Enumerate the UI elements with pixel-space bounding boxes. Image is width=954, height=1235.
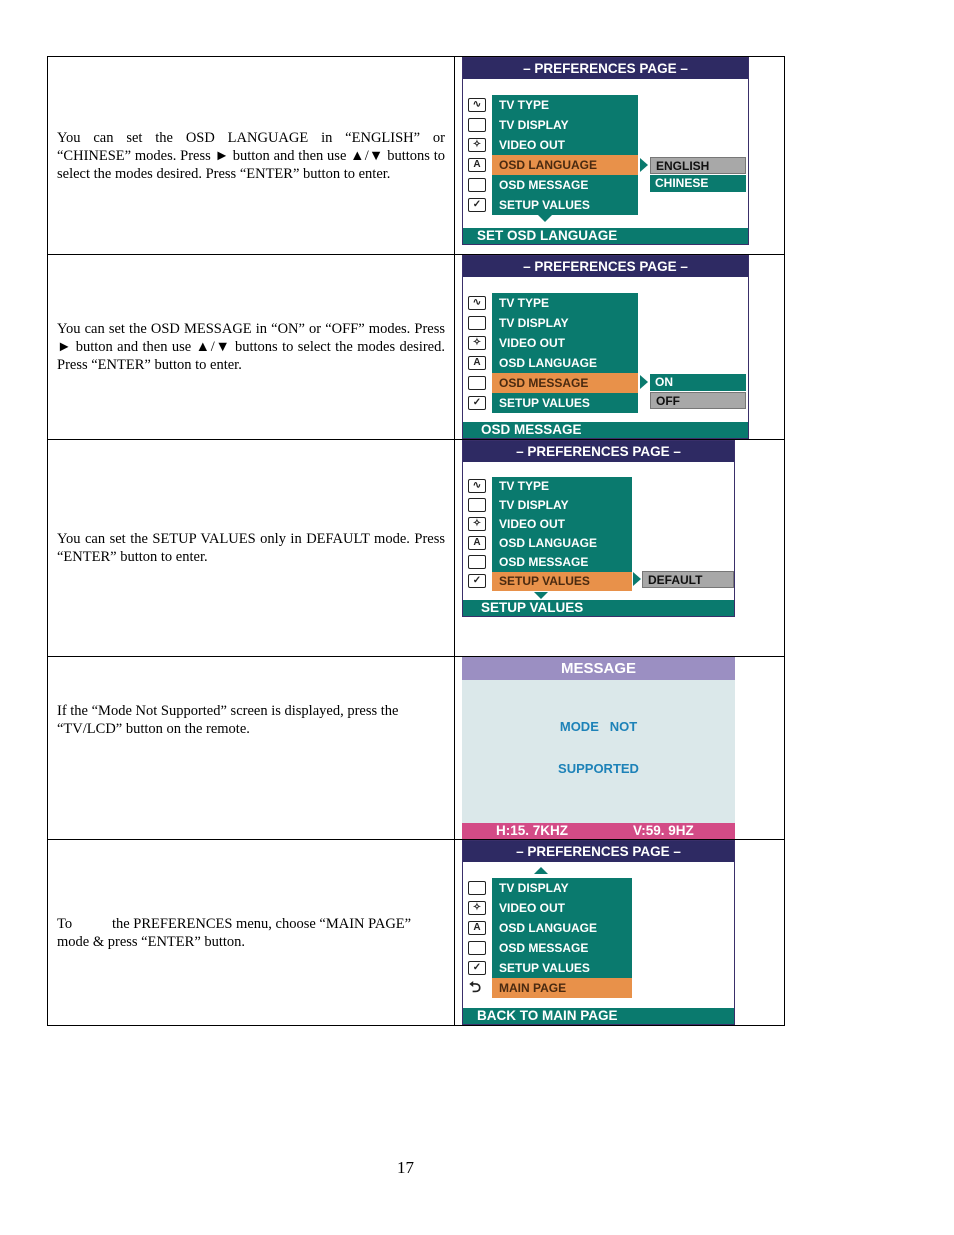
osd-menu [492, 477, 632, 591]
osd-footer: SET OSD LANGUAGE [463, 228, 748, 244]
submenu-arrow-icon [640, 375, 648, 389]
language-icon: A [468, 921, 486, 935]
table-row [48, 840, 785, 1026]
menu-item-video-out: VIDEO OUT [499, 901, 566, 915]
video-icon: ✧ [468, 336, 486, 350]
osd-preferences-screen [462, 255, 749, 439]
message-icon [468, 376, 486, 390]
message-header: MESSAGE [462, 657, 735, 680]
osd-preferences-screen [462, 840, 735, 1025]
option-chinese: CHINESE [650, 175, 746, 192]
osd-screenshot-cell [455, 840, 785, 1026]
osd-header: – PREFERENCES PAGE – [463, 441, 734, 462]
osd-footer: BACK TO MAIN PAGE [463, 1008, 734, 1024]
message-icon [468, 178, 486, 192]
monitor-icon [468, 118, 486, 132]
submenu-arrow-icon [633, 572, 641, 586]
osd-screenshot-cell [455, 255, 785, 440]
osd-screenshot-cell [455, 440, 785, 657]
video-icon: ✧ [468, 138, 486, 152]
checkmark-icon: ✓ [468, 961, 486, 975]
scroll-down-icon [538, 215, 552, 222]
instruction-text: If the “Mode Not Supported” screen is displayed, press the “TV/LCD” button on the remote. [48, 657, 455, 840]
language-icon: A [468, 158, 486, 172]
menu-item-tv-display: TV DISPLAY [499, 316, 569, 330]
osd-menu [492, 293, 638, 413]
osd-header: – PREFERENCES PAGE – [463, 256, 748, 277]
option-default: DEFAULT [642, 571, 734, 588]
osd-footer: OSD MESSAGE [463, 422, 748, 438]
video-icon: ✧ [468, 901, 486, 915]
table-row [48, 657, 785, 840]
message-line-1: MODE NOT [559, 719, 638, 734]
menu-item-osd-language: OSD LANGUAGE [499, 921, 598, 935]
menu-item-setup-values: SETUP VALUES [499, 198, 590, 212]
instruction-text: You can set the OSD MESSAGE in “ON” or “OFF” modes. Press ► button and then use ▲/▼ buttons to select the modes desired. Press “ENTER” button to enter. [48, 255, 455, 440]
menu-item-main-page: MAIN PAGE [492, 978, 632, 998]
osd-menu [492, 878, 632, 998]
menu-item-osd-message: OSD MESSAGE [499, 941, 589, 955]
instruction-table [47, 56, 785, 1026]
menu-item-tv-display: TV DISPLAY [499, 498, 569, 512]
checkmark-icon: ✓ [468, 396, 486, 410]
return-icon: ⮌ [469, 979, 482, 996]
monitor-icon [468, 498, 486, 512]
message-line-2: SUPPORTED [558, 761, 639, 776]
option-english: ENGLISH [650, 157, 746, 174]
menu-item-video-out: VIDEO OUT [499, 336, 566, 350]
menu-item-video-out: VIDEO OUT [499, 138, 566, 152]
menu-item-tv-type: TV TYPE [499, 98, 550, 112]
menu-item-video-out: VIDEO OUT [499, 517, 566, 531]
wave-icon: ∿ [468, 296, 486, 310]
table-row [48, 57, 785, 255]
menu-item-osd-language: OSD LANGUAGE [499, 356, 598, 370]
menu-item-setup-values: SETUP VALUES [499, 961, 590, 975]
option-on: ON [650, 374, 746, 391]
osd-preferences-screen [462, 440, 735, 617]
menu-item-osd-message: OSD MESSAGE [492, 373, 638, 393]
checkmark-icon: ✓ [468, 574, 486, 588]
menu-item-osd-message: OSD MESSAGE [499, 178, 589, 192]
menu-item-tv-type: TV TYPE [499, 479, 550, 493]
mode-not-supported-screen [462, 657, 735, 839]
osd-menu [492, 95, 638, 215]
table-row [48, 255, 785, 440]
osd-screenshot-cell [455, 657, 785, 840]
page-number: 17 [397, 1158, 414, 1177]
frequency-bar [462, 823, 735, 839]
monitor-icon [468, 316, 486, 330]
submenu-arrow-icon [640, 158, 648, 172]
osd-header: – PREFERENCES PAGE – [463, 841, 734, 862]
wave-icon: ∿ [468, 98, 486, 112]
vertical-frequency: V:59. 9HZ [633, 823, 694, 838]
menu-item-tv-type: TV TYPE [499, 296, 550, 310]
horizontal-frequency: H:15. 7KHZ [496, 823, 569, 838]
language-icon: A [468, 536, 486, 550]
instruction-text: You can set the SETUP VALUES only in DEFAULT mode. Press “ENTER” button to enter. [48, 440, 455, 657]
language-icon: A [468, 356, 486, 370]
menu-item-osd-message: OSD MESSAGE [499, 555, 589, 569]
monitor-icon [468, 881, 486, 895]
menu-item-tv-display: TV DISPLAY [499, 118, 569, 132]
menu-item-osd-language: OSD LANGUAGE [499, 536, 598, 550]
osd-screenshot-cell [455, 57, 785, 255]
osd-footer: SETUP VALUES [463, 600, 734, 616]
menu-item-tv-display: TV DISPLAY [499, 881, 569, 895]
message-icon [468, 941, 486, 955]
wave-icon: ∿ [468, 479, 486, 493]
instruction-text: To the PREFERENCES menu, choose “MAIN PAGE” mode & press “ENTER” button. [48, 840, 455, 1026]
scroll-down-icon [534, 592, 548, 599]
menu-item-setup-values: SETUP VALUES [499, 396, 590, 410]
osd-header: – PREFERENCES PAGE – [463, 58, 748, 79]
menu-item-setup-values: SETUP VALUES [492, 572, 632, 591]
table-row [48, 440, 785, 657]
video-icon: ✧ [468, 517, 486, 531]
menu-item-osd-language: OSD LANGUAGE [492, 155, 638, 175]
message-icon [468, 555, 486, 569]
scroll-up-icon [534, 867, 548, 874]
checkmark-icon: ✓ [468, 198, 486, 212]
instruction-text: You can set the OSD LANGUAGE in “ENGLISH” or “CHINESE” modes. Press ► button and then use ▲/▼ buttons to select the modes desired. Press “ENTER” button to enter. [48, 57, 455, 255]
osd-preferences-screen [462, 57, 749, 245]
option-off: OFF [650, 392, 746, 409]
